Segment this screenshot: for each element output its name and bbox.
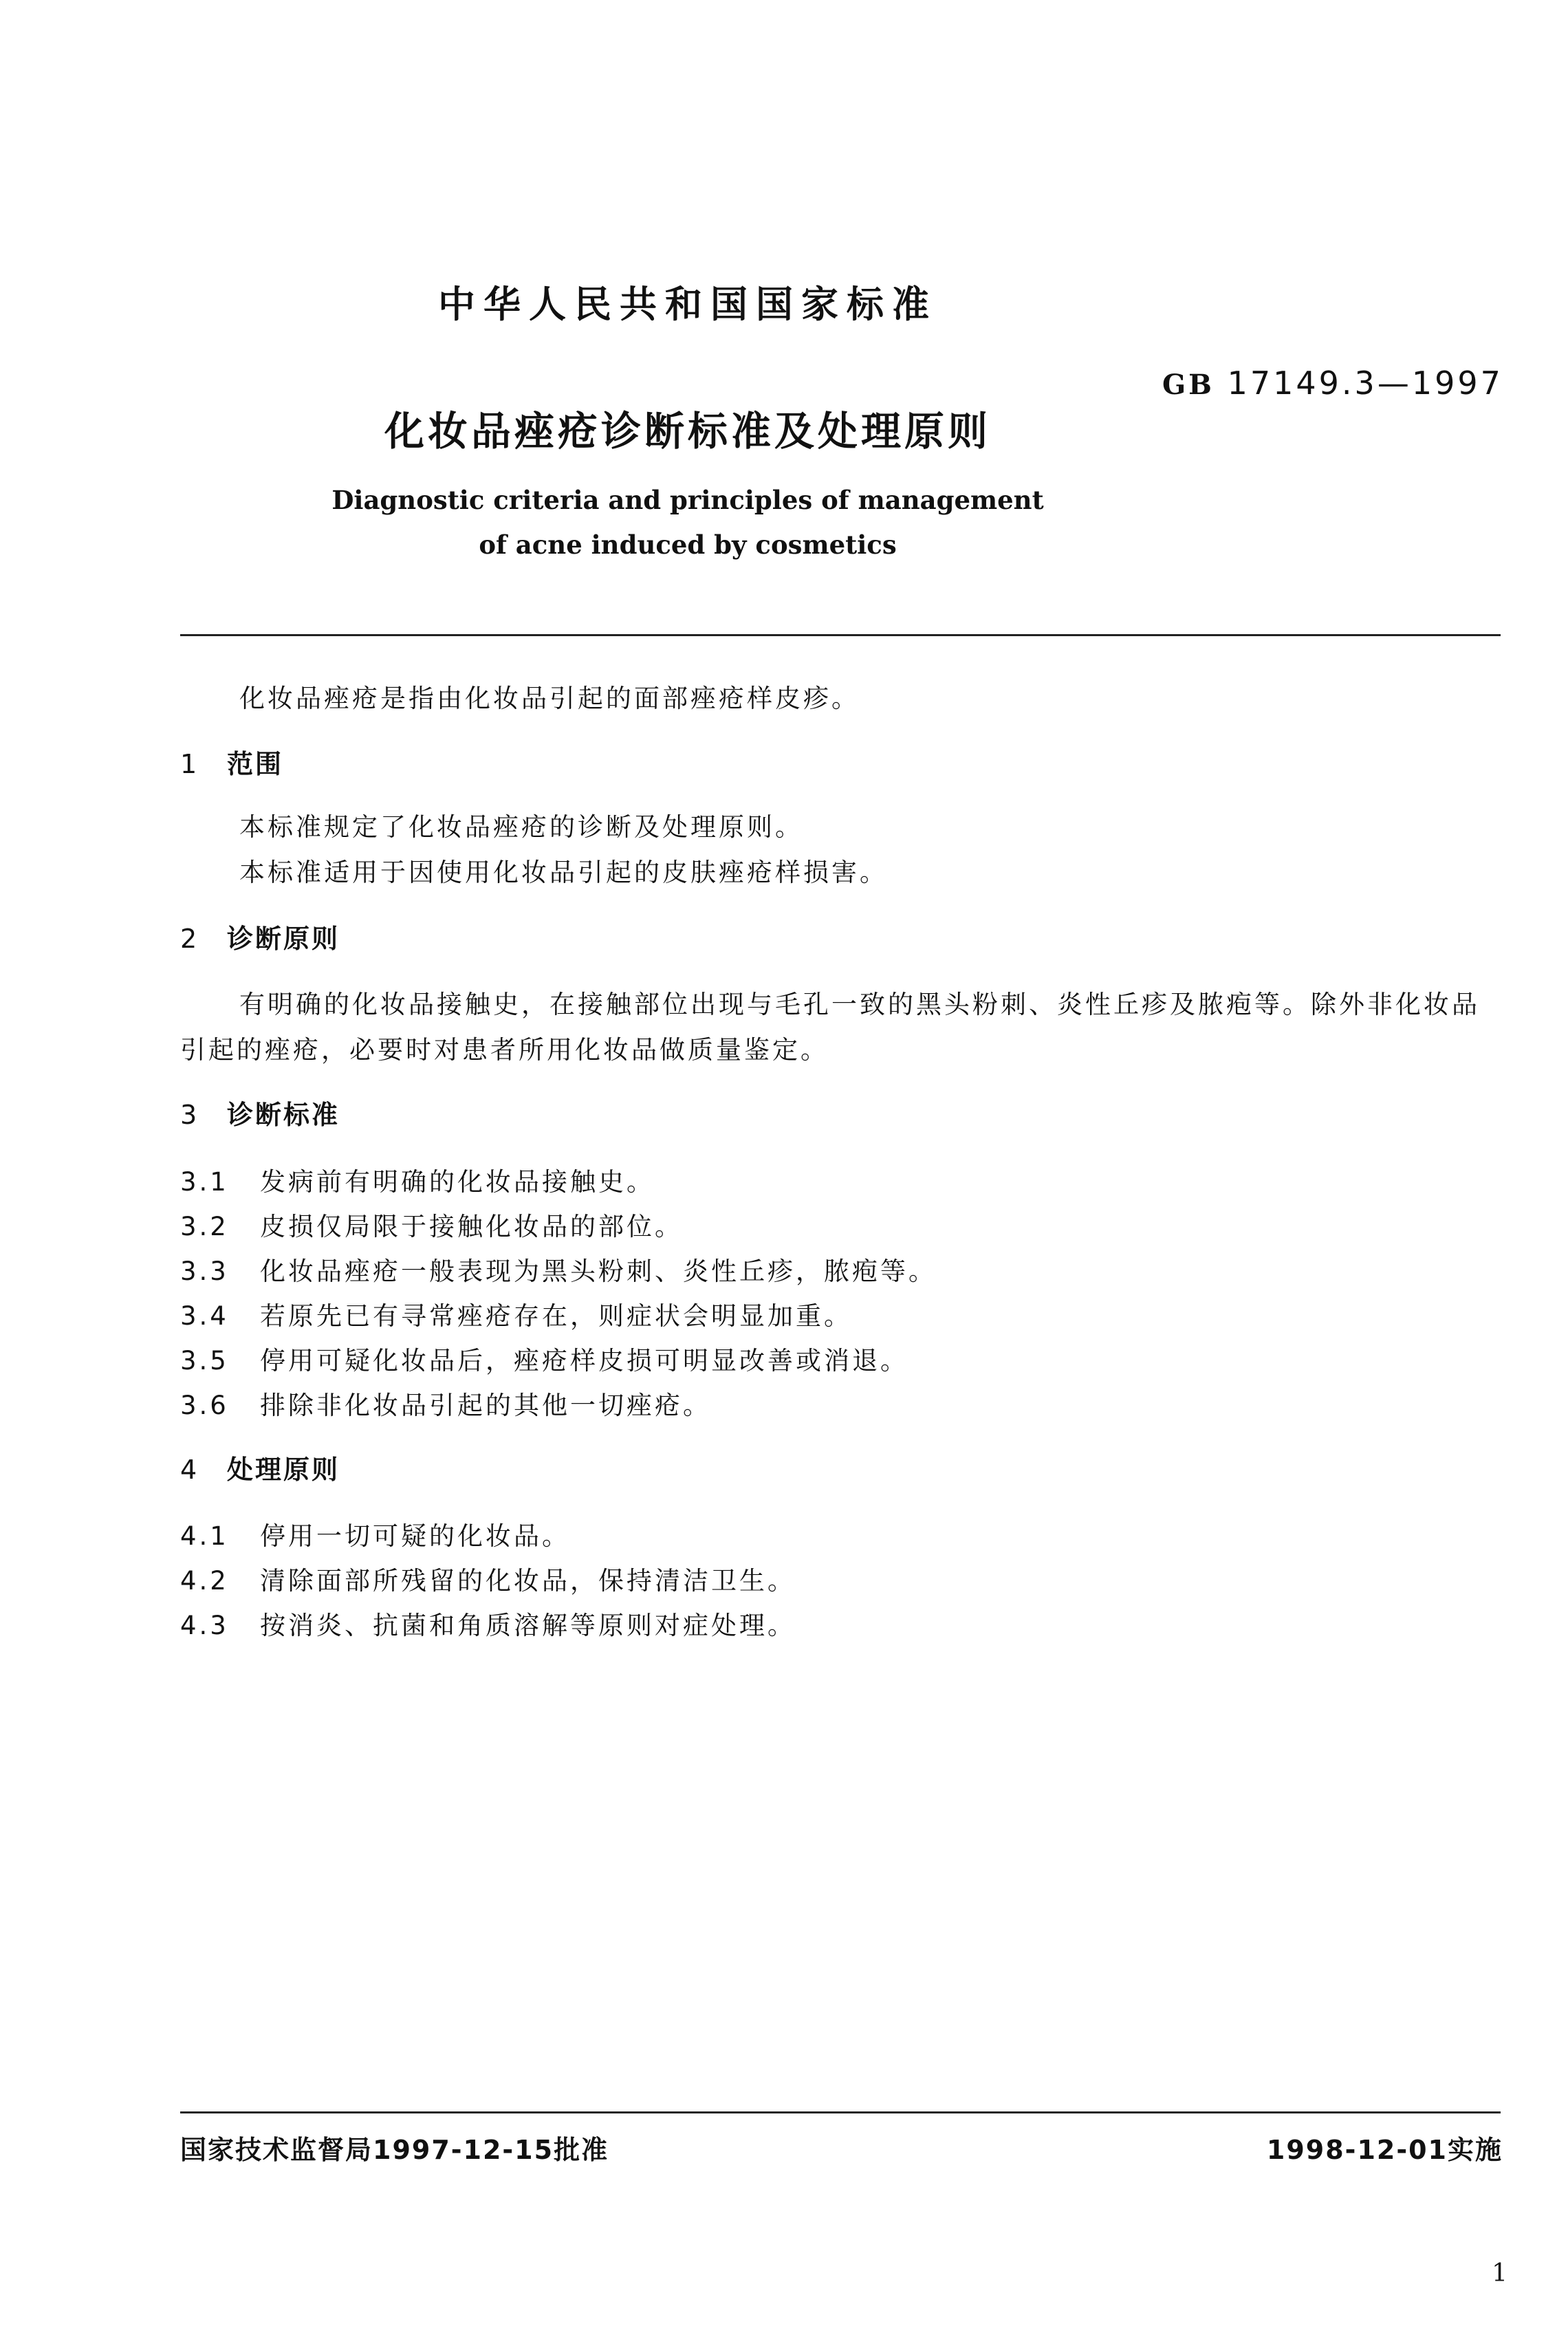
- item-text: 停用一切可疑的化妆品。: [260, 1521, 570, 1551]
- item-number: 3.4: [180, 1301, 229, 1331]
- section-title: 诊断标准: [227, 1100, 340, 1130]
- section-title: 诊断原则: [227, 924, 340, 954]
- standard-number: [1162, 365, 1503, 402]
- criteria-item: [180, 1161, 655, 1198]
- section-title: 处理原则: [227, 1455, 340, 1485]
- implementation-date: 1998-12-01实施: [1266, 2135, 1503, 2165]
- item-number: 4.3: [180, 1611, 229, 1640]
- criteria-item: [180, 1206, 683, 1243]
- section-heading-scope: [180, 743, 283, 781]
- criteria-item: [180, 1295, 852, 1332]
- item-number: 3.6: [180, 1391, 229, 1420]
- section-number: 1: [180, 749, 199, 779]
- item-text: 皮损仅局限于接触化妆品的部位。: [260, 1212, 683, 1241]
- item-text: 排除非化妆品引起的其他一切痤疮。: [260, 1391, 711, 1420]
- item-text: 停用可疑化妆品后，痤疮样皮损可明显改善或消退。: [260, 1346, 908, 1376]
- scope-paragraph-1: 本标准规定了化妆品痤疮的诊断及处理原则。: [239, 812, 803, 842]
- item-text: 清除面部所残留的化妆品，保持清洁卫生。: [260, 1566, 796, 1596]
- title-chinese: 化妆品痤疮诊断标准及处理原则: [384, 408, 991, 455]
- criteria-item: [180, 1250, 937, 1287]
- item-text: 发病前有明确的化妆品接触史。: [260, 1167, 655, 1197]
- footer-divider: [180, 2111, 1501, 2113]
- scope-paragraph-2: 本标准适用于因使用化妆品引起的皮肤痤疮样损害。: [239, 858, 888, 887]
- section-title: 范围: [227, 749, 284, 779]
- header-divider: [180, 634, 1501, 636]
- item-number: 4.1: [180, 1521, 229, 1551]
- national-standard-heading: 中华人民共和国国家标准: [438, 283, 937, 326]
- item-number: 3.1: [180, 1167, 229, 1197]
- section-heading-management-principles: [180, 1448, 340, 1486]
- approval-date: 国家技术监督局1997-12-15批准: [180, 2135, 609, 2165]
- section-number: 3: [180, 1100, 199, 1130]
- section-number: 2: [180, 924, 199, 954]
- item-number: 3.2: [180, 1212, 229, 1241]
- item-text: 若原先已有寻常痤疮存在，则症状会明显加重。: [260, 1301, 852, 1331]
- management-item: [180, 1560, 796, 1597]
- item-number: 3.5: [180, 1346, 229, 1376]
- item-text: 化妆品痤疮一般表现为黑头粉刺、炎性丘疹，脓疱等。: [260, 1257, 937, 1286]
- item-number: 3.3: [180, 1257, 229, 1286]
- management-item: [180, 1515, 570, 1552]
- criteria-item: [180, 1384, 711, 1422]
- title-english-line2: of acne induced by cosmetics: [479, 530, 897, 560]
- standard-code: 17149.3—1997: [1227, 365, 1503, 402]
- intro-paragraph: 化妆品痤疮是指由化妆品引起的面部痤疮样皮疹。: [239, 684, 860, 713]
- page-number: 1: [1492, 2259, 1507, 2287]
- criteria-item: [180, 1340, 908, 1377]
- section-heading-diagnostic-principles: [180, 917, 340, 955]
- section-number: 4: [180, 1455, 199, 1485]
- title-english-line1: Diagnostic criteria and principles of management: [331, 485, 1044, 515]
- diagnostic-principles-paragraph: 有明确的化妆品接触史，在接触部位出现与毛孔一致的黑头粉刺、炎性丘疹及脓疱等。除外非化妆品引起的痤疮，必要时对患者所用化妆品做质量鉴定。: [180, 990, 1480, 1065]
- standard-prefix: GB: [1162, 369, 1215, 401]
- item-number: 4.2: [180, 1566, 229, 1596]
- management-item: [180, 1605, 796, 1642]
- item-text: 按消炎、抗菌和角质溶解等原则对症处理。: [260, 1611, 796, 1640]
- section-heading-diagnostic-criteria: [180, 1094, 340, 1131]
